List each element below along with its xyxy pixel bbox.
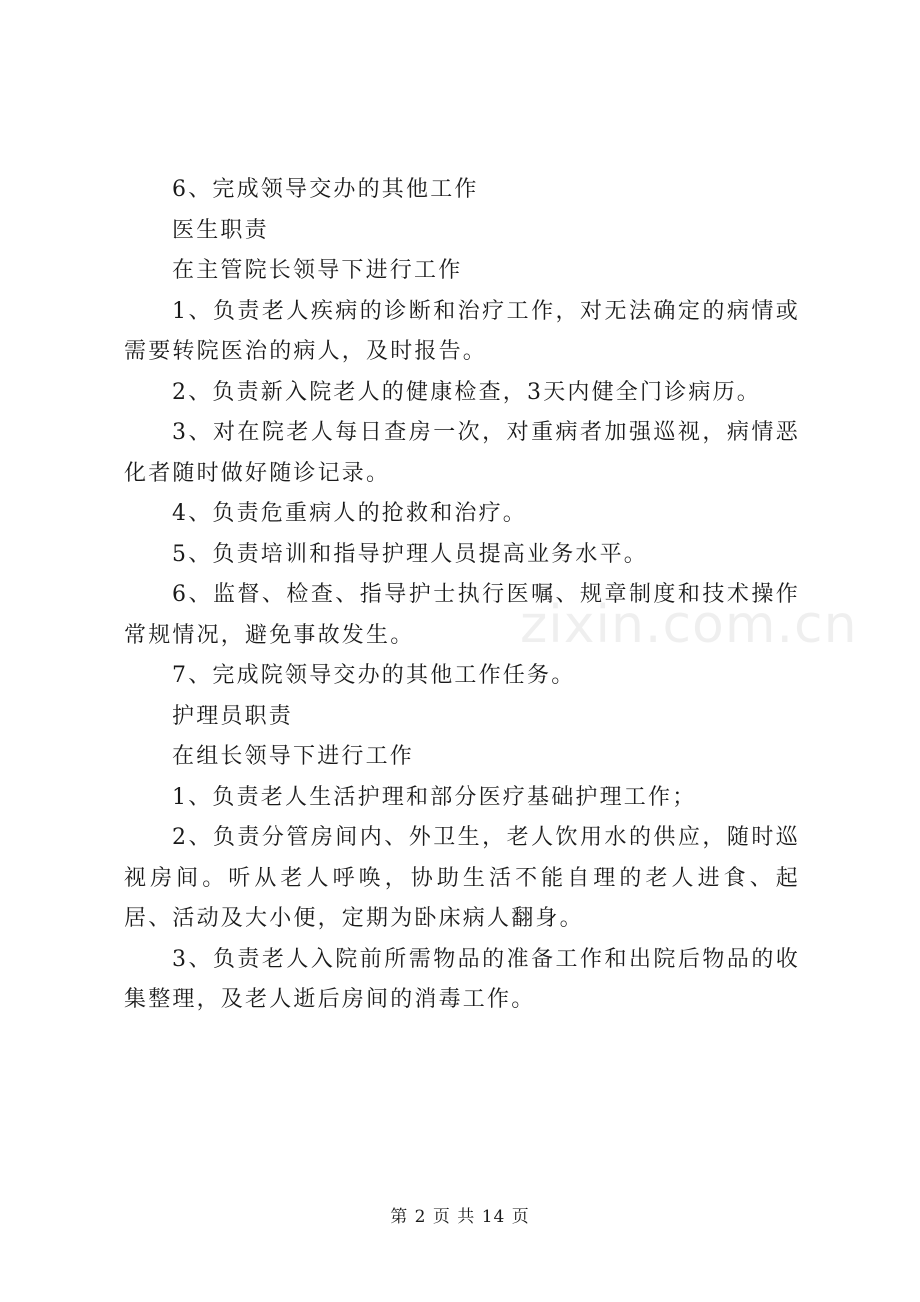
watermark: zixin.com.cn: [520, 595, 858, 655]
paragraph: 3、对在院老人每日查房一次，对重病者加强巡视，病情恶化者随时做好随诊记录。: [124, 420, 800, 486]
paragraph: 6、完成领导交办的其他工作: [172, 177, 479, 202]
paragraph: 2、负责新入院老人的健康检查，3天内健全门诊病历。: [172, 379, 761, 405]
paragraph: 4、负责危重病人的抢救和治疗。: [172, 501, 527, 526]
paragraph: 7、完成院领导交办的其他工作任务。: [172, 663, 576, 688]
document-body: [124, 170, 800, 1021]
paragraph: 在组长领导下进行工作: [172, 744, 415, 769]
paragraph: 在主管院长领导下进行工作: [172, 258, 463, 283]
paragraph: 1、负责老人疾病的诊断和治疗工作，对无法确定的病情或需要转院医治的病人，及时报告。: [124, 298, 800, 364]
paragraph: 5、负责培训和指导护理人员提高业务水平。: [172, 541, 648, 567]
page-footer: 第 2 页 共 14 页: [390, 1207, 530, 1227]
paragraph: 3、负责老人入院前所需物品的准备工作和出院后物品的收集整理，及老人逝后房间的消毒工作。: [124, 946, 800, 1012]
section-heading-caregiver-duties: 护理员职责: [172, 703, 294, 729]
section-heading-doctor-duties: 医生职责: [172, 217, 269, 243]
paragraph: 6、监督、检查、指导护士执行医嘱、规章制度和技术操作常规情况，避免事故发生。: [124, 582, 800, 648]
paragraph: 1、负责老人生活护理和部分医疗基础护理工作；: [172, 784, 697, 810]
paragraph: 2、负责分管房间内、外卫生，老人饮用水的供应，随时巡视房间。听从老人呼唤，协助生活不能自理的老人进食、起居、活动及大小便，定期为卧床病人翻身。: [124, 825, 800, 931]
